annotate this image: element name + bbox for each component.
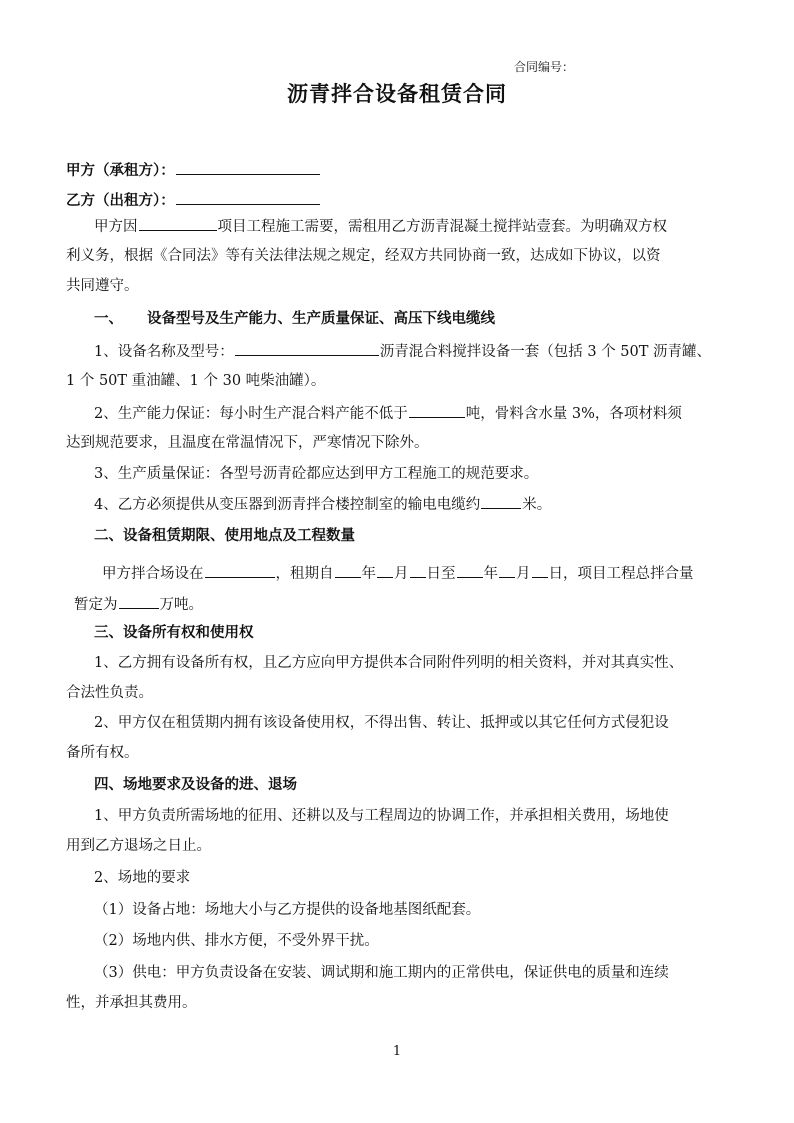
- volume-blank[interactable]: [119, 594, 159, 609]
- intro-line-1: [94, 216, 667, 237]
- item-text: 米。: [522, 497, 552, 513]
- capacity-blank[interactable]: [409, 403, 465, 418]
- start-day-blank[interactable]: [410, 563, 426, 578]
- s1-item-1: [94, 341, 711, 362]
- s2-para-2: [74, 594, 203, 615]
- s4-sub-3-cont: 性，并承担其费用。: [66, 995, 197, 1011]
- s1-item-1-cont: 1 个 50T 重油罐、1 个 30 吨柴油罐）。: [66, 373, 326, 389]
- item-text: 年: [483, 566, 498, 582]
- cable-length-blank[interactable]: [481, 494, 521, 509]
- intro-text: 甲方因: [94, 219, 138, 235]
- end-month-blank[interactable]: [499, 563, 515, 578]
- s3-item-2-cont: 备所有权。: [66, 745, 139, 761]
- s1-item-2: [94, 403, 682, 424]
- equipment-model-blank[interactable]: [235, 341, 379, 356]
- item-text: 年: [361, 566, 376, 582]
- section-1-heading: [94, 309, 495, 329]
- s3-item-2: 2、甲方仅在租赁期内拥有该设备使用权，不得出售、转让、抵押或以其它任何方式侵犯设: [94, 715, 669, 731]
- item-text: 月: [516, 566, 531, 582]
- start-year-blank[interactable]: [335, 563, 361, 578]
- document-title: 沥青拌合设备租赁合同: [287, 81, 507, 106]
- s3-item-1-cont: 合法性负责。: [66, 685, 153, 701]
- s4-sub-3: （3）供电：甲方负责设备在安装、调试期和施工期内的正常供电，保证供电的质量和连续: [94, 965, 669, 981]
- section-2-heading: 二、设备租赁期限、使用地点及工程数量: [94, 527, 355, 544]
- party-a-label: 甲方（承租方）：: [66, 162, 175, 179]
- s4-sub-2: （2）场地内供、排水方便，不受外界干扰。: [94, 933, 379, 949]
- item-text: 万吨。: [159, 597, 203, 613]
- party-a-blank[interactable]: [176, 160, 320, 175]
- party-b-line: [66, 190, 321, 211]
- item-text: 日至: [426, 566, 456, 582]
- item-text: 4、乙方必须提供从变压器到沥青拌合楼控制室的输电电缆约: [94, 497, 481, 513]
- item-text: 甲方拌合场设在: [102, 566, 204, 582]
- section-4-heading: 四、场地要求及设备的进、退场: [94, 776, 297, 793]
- end-day-blank[interactable]: [532, 563, 548, 578]
- contract-number-label: 合同编号：: [514, 60, 575, 74]
- s3-item-1: 1、乙方拥有设备所有权，且乙方应向甲方提供本合同附件列明的相关资料，并对其真实性、: [94, 655, 684, 671]
- item-text: 月: [394, 566, 409, 582]
- s1-item-3: 3、生产质量保证：各型号沥青砼都应达到甲方工程施工的规范要求。: [94, 466, 539, 482]
- end-year-blank[interactable]: [457, 563, 483, 578]
- intro-text: 项目工程施工需要，需租用乙方沥青混凝土搅拌站壹套。为明确双方权: [217, 219, 667, 235]
- s1-item-2-cont: 达到规范要求，且温度在常温情况下，严寒情况下除外。: [66, 435, 429, 451]
- party-a-line: [66, 160, 321, 181]
- item-text: 沥青混合料搅拌设备一套（包括 3 个 50T 沥青罐、: [379, 344, 712, 360]
- s1-item-4: [94, 494, 551, 515]
- item-text: 2、生产能力保证：每小时生产混合料产能不低于: [94, 406, 408, 422]
- s4-sub-1: （1）设备占地：场地大小与乙方提供的设备地基图纸配套。: [94, 902, 481, 918]
- s2-para-1: [102, 563, 694, 584]
- project-name-blank[interactable]: [139, 216, 217, 231]
- item-text: ，租期自: [275, 566, 334, 582]
- item-text: 暂定为: [74, 597, 118, 613]
- s4-item-1: 1、甲方负责所需场地的征用、还耕以及与工程周边的协调工作，并承担相关费用，场地使: [94, 808, 669, 824]
- s4-item-2: 2、场地的要求: [94, 870, 191, 886]
- section-3-heading: 三、设备所有权和使用权: [94, 624, 254, 641]
- page-number: 1: [392, 1044, 402, 1059]
- site-location-blank[interactable]: [205, 563, 275, 578]
- s4-item-1-cont: 用到乙方退场之日止。: [66, 838, 211, 854]
- start-month-blank[interactable]: [377, 563, 393, 578]
- party-b-label: 乙方（出租方）：: [66, 192, 175, 209]
- intro-line-2: 利义务，根据《合同法》等有关法律法规之规定，经双方共同协商一致，达成如下协议，以资: [66, 248, 661, 264]
- item-text: 日，项目工程总拌合量: [548, 566, 694, 582]
- item-text: 1、设备名称及型号：: [94, 344, 234, 360]
- intro-line-3: 共同遵守。: [66, 278, 139, 294]
- section-number: 一、: [94, 310, 123, 327]
- section-heading-text: 设备型号及生产能力、生产质量保证、高压下线电缆线: [147, 310, 495, 327]
- item-text: 吨，骨料含水量 3%，各项材料须: [465, 406, 682, 422]
- party-b-blank[interactable]: [176, 190, 320, 205]
